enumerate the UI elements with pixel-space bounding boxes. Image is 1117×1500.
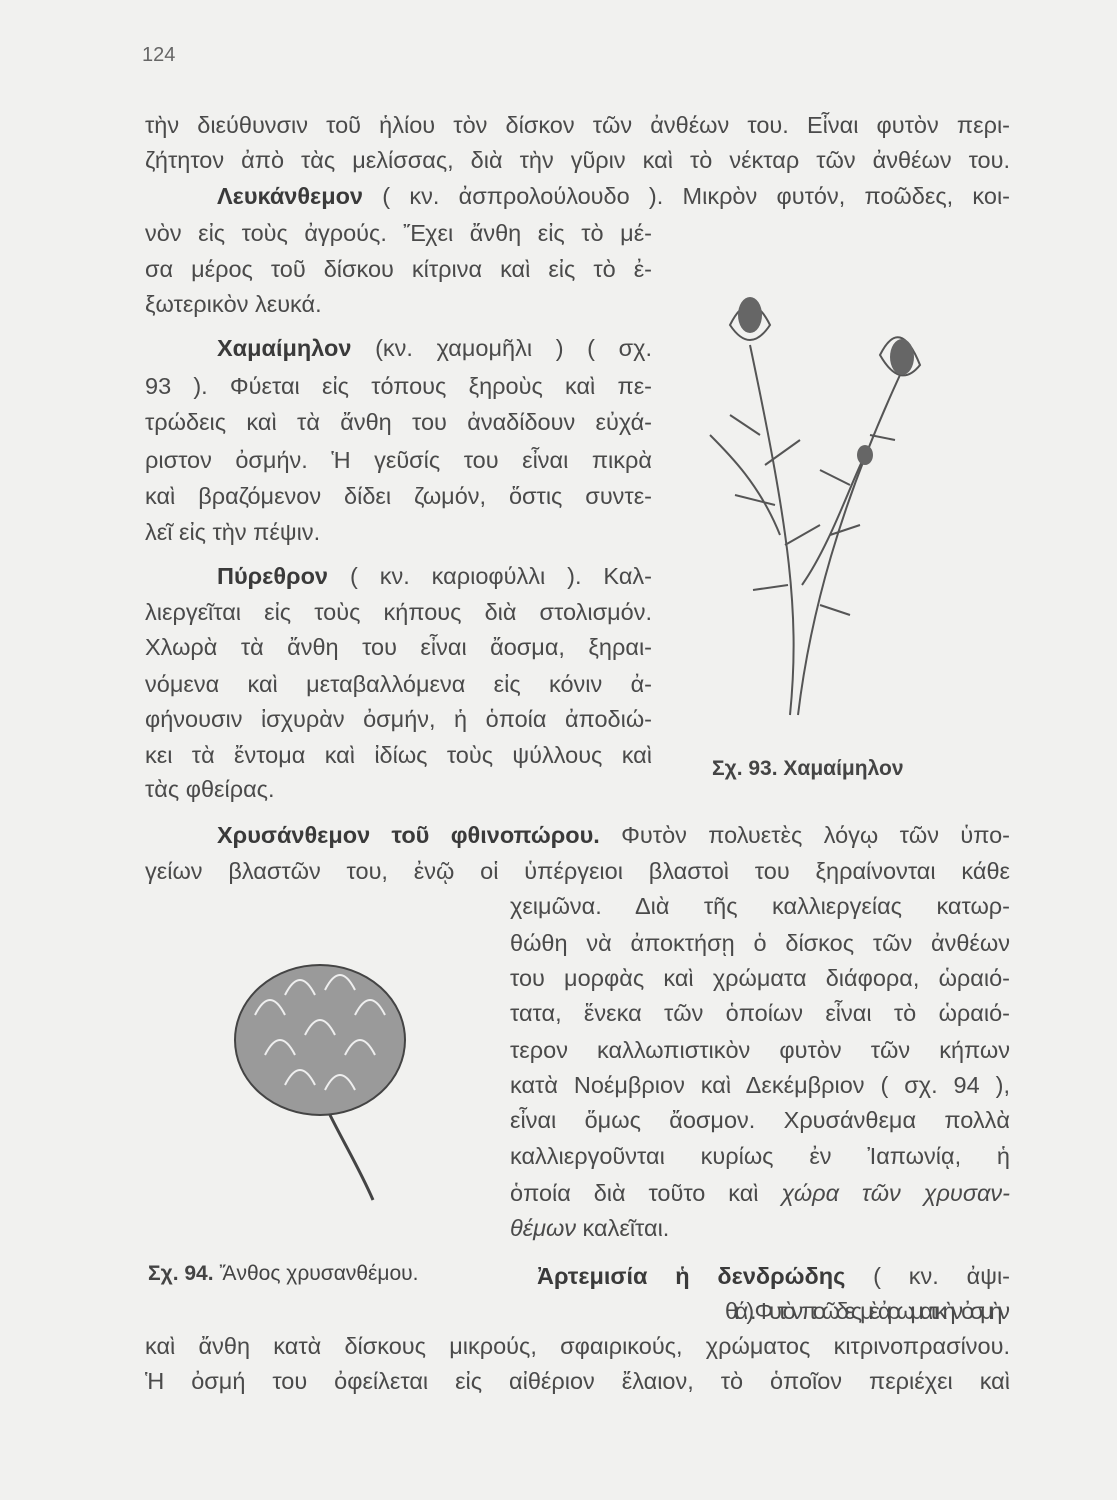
text-run: σα μέρος τοῦ δίσκου κίτρινα καὶ εἰς τὸ ἐ- [145, 256, 652, 282]
text-run: ( κν. καριοφύλλι ). Καλ- [328, 563, 652, 589]
text-run: ξωτερικὸν λευκά. [145, 291, 322, 317]
chamomile-illustration [690, 285, 960, 725]
text-run: καὶ βραζόμενον δίδει ζωμόν, ὅστις συντε- [145, 483, 652, 509]
text-line-content [145, 145, 1010, 175]
text-line-content [145, 110, 1010, 140]
text-line-content [510, 1178, 1010, 1208]
entry-heading: Χαμαίμηλον [217, 335, 352, 361]
italic-text: χώρα τῶν χρυσαν- [781, 1180, 1010, 1206]
italic-text: θέμων [510, 1215, 577, 1241]
text-run: λιεργεῖται εἰς τοὺς κήπους διὰ στολισμόν. [145, 599, 652, 625]
text-line-content [725, 1296, 1006, 1326]
text-line [510, 1070, 1010, 1100]
text-run: κει τὰ ἔντομα καὶ ἰδίως τοὺς ψύλλους καὶ [145, 742, 652, 768]
text-line [145, 704, 652, 734]
text-line-content [145, 289, 322, 319]
text-line-content [510, 928, 1010, 958]
text-line [145, 289, 652, 319]
text-line-content [537, 1261, 1010, 1291]
text-line [145, 110, 1010, 140]
text-run: λεῖ εἰς τὴν πέψιν. [145, 519, 321, 545]
text-run: γείων βλαστῶν του, ἐνῷ οἱ ὑπέργειοι βλαστοὶ του ξηραίνονται κάθε [145, 858, 1010, 884]
figure-94-title: Ἄνθος χρυσανθέμου. [213, 1262, 419, 1285]
text-run: καλεῖται. [576, 1215, 670, 1241]
text-line [537, 1261, 1010, 1291]
text-line [145, 597, 652, 627]
text-run: 93 ). Φύεται εἰς τόπους ξηροὺς καὶ πε- [145, 373, 652, 399]
text-line [145, 445, 652, 475]
text-line-content [510, 1105, 1010, 1135]
text-line-content [145, 1331, 1010, 1361]
text-run: ζήτητον ἀπὸ τὰς μελίσσας, διὰ τὴν γῦριν καὶ τὸ νέκταρ τῶν ἀνθέων του. [145, 147, 1010, 173]
text-line [217, 333, 652, 363]
text-run: τατα, ἕνεκα τῶν ὁποίων εἶναι τὸ ὡραιό- [510, 1000, 1010, 1026]
text-line [145, 1331, 1010, 1361]
text-run: εἶναι ὅμως ἄοσμον. Χρυσάνθεμα πολλὰ [510, 1107, 1010, 1133]
text-line-content [145, 856, 1010, 886]
entry-heading: Πύρεθρον [217, 563, 329, 589]
text-line-content [145, 740, 652, 770]
text-line [145, 1366, 1010, 1396]
text-run: χειμῶνα. Διὰ τῆς καλλιεργείας κατωρ- [510, 893, 1010, 919]
text-line-content [217, 820, 1010, 850]
text-run: Φυτὸν πολυετὲς λόγῳ τῶν ὑπο- [599, 822, 1010, 848]
text-line-content [510, 1213, 669, 1243]
text-line-content [145, 632, 652, 662]
text-line-content [145, 445, 652, 475]
text-line [217, 181, 1010, 211]
text-line [145, 774, 652, 804]
text-line [510, 1178, 1010, 1208]
text-run: Ἡ ὀσμή του ὀφείλεται εἰς αἰθέριον ἔλαιον, τὸ ὁποῖον περιέχει καὶ [145, 1368, 1010, 1394]
text-line [145, 371, 652, 401]
text-line [725, 1296, 1010, 1326]
figure-93-title: Χαμαίμηλον [783, 757, 904, 780]
text-line [510, 1213, 1010, 1243]
text-line [217, 820, 1010, 850]
text-line-content [510, 1070, 1010, 1100]
text-run: τὴν διεύθυνσιν τοῦ ἡλίου τὸν δίσκον τῶν ἀνθέων του. Εἶναι φυτὸν περι- [145, 112, 1010, 138]
text-line-content [145, 517, 320, 547]
text-line [145, 407, 652, 437]
text-run: καὶ ἄνθη κατὰ δίσκους μικρούς, σφαιρικούς, χρώματος κιτρινοπρασίνου. [145, 1333, 1010, 1359]
text-line-content [145, 669, 652, 699]
text-run: τρώδεις καὶ τὰ ἄνθη του ἀναδίδουν εὐχά- [145, 409, 652, 435]
text-line-content [145, 254, 652, 284]
text-run: ὁποία διὰ τοῦτο καὶ [510, 1180, 782, 1206]
text-line [145, 669, 652, 699]
text-line-content [510, 1141, 1010, 1171]
text-run: καλλιεργοῦνται κυρίως ἐν Ἰαπωνίᾳ, ἡ [510, 1143, 1010, 1169]
page-number: 124 [142, 44, 176, 66]
text-line [145, 632, 652, 662]
text-line-content [217, 333, 652, 363]
figure-93-caption [712, 757, 904, 781]
text-run: ( κν. ἀψι- [845, 1263, 1011, 1289]
text-line-content [145, 371, 652, 401]
text-line [510, 891, 1010, 921]
text-run: νὸν εἰς τοὺς ἀγρούς. Ἔχει ἄνθη εἰς τὸ μέ- [145, 220, 652, 246]
text-run: Χλωρὰ τὰ ἄνθη του εἶναι ἄοσμα, ξηραι- [145, 634, 652, 660]
text-line [145, 481, 652, 511]
text-line [510, 1035, 1010, 1065]
text-line-content [217, 181, 1010, 211]
text-line-content [145, 1366, 1010, 1396]
text-line [145, 517, 652, 547]
text-line [510, 963, 1010, 993]
figure-94-label: Σχ. 94. [148, 1262, 214, 1285]
text-run: φήνουσιν ἰσχυρὰν ὀσμήν, ἡ ὁποία ἀποδιώ- [145, 706, 652, 732]
text-line-content [145, 481, 652, 511]
figure-93-label: Σχ. 93. [712, 757, 778, 780]
figure-94-caption [148, 1262, 419, 1286]
text-line-content [145, 704, 652, 734]
text-run: νόμενα καὶ μεταβαλλόμενα εἰς κόνιν ἀ- [145, 671, 652, 697]
text-line [145, 856, 1010, 886]
text-line [510, 1105, 1010, 1135]
text-run: τὰς φθείρας. [145, 776, 275, 802]
text-run: θιά ). Φυτὸν ποῶδες μὲ ἀρωματικὴν ὀσμὴν [725, 1298, 1006, 1324]
text-line [510, 928, 1010, 958]
text-line-content [510, 1035, 1010, 1065]
text-line [145, 740, 652, 770]
text-run: (κν. χαμομῆλι ) ( σχ. [351, 335, 652, 361]
text-line [145, 145, 1010, 175]
text-line-content [145, 407, 652, 437]
text-line-content [217, 561, 652, 591]
text-run: του μορφὰς καὶ χρώματα διάφορα, ὡραιό- [510, 965, 1010, 991]
text-run: θώθη νὰ ἀποκτήσῃ ὁ δίσκος τῶν ἀνθέων [510, 930, 1010, 956]
text-run: ( κν. ἀσπρολούλουδο ). Μικρὸν φυτόν, ποῶδες, κοι- [363, 183, 1010, 209]
text-line [145, 254, 652, 284]
chrysanthemum-illustration [225, 955, 425, 1205]
entry-heading: Χρυσάνθεμον τοῦ φθινοπώρου. [217, 822, 600, 848]
text-line-content [510, 998, 1010, 1028]
text-line [510, 998, 1010, 1028]
entry-heading: Λευκάνθεμον [217, 183, 364, 209]
text-line [145, 218, 652, 248]
text-line-content [510, 963, 1010, 993]
text-run: ριστον ὀσμήν. Ἡ γεῦσίς του εἶναι πικρὰ [145, 447, 652, 473]
text-run: τερον καλλωπιστικὸν φυτὸν τῶν κήπων [510, 1037, 1010, 1063]
text-line-content [145, 597, 652, 627]
text-line [217, 561, 652, 591]
entry-heading: Ἀρτεμισία ἡ δενδρώδης [537, 1263, 846, 1289]
text-line-content [510, 891, 1010, 921]
text-line-content [145, 218, 652, 248]
text-run: κατὰ Νοέμβριον καὶ Δεκέμβριον ( σχ. 94 ), [510, 1072, 1010, 1098]
text-line-content [145, 774, 275, 804]
text-line [510, 1141, 1010, 1171]
